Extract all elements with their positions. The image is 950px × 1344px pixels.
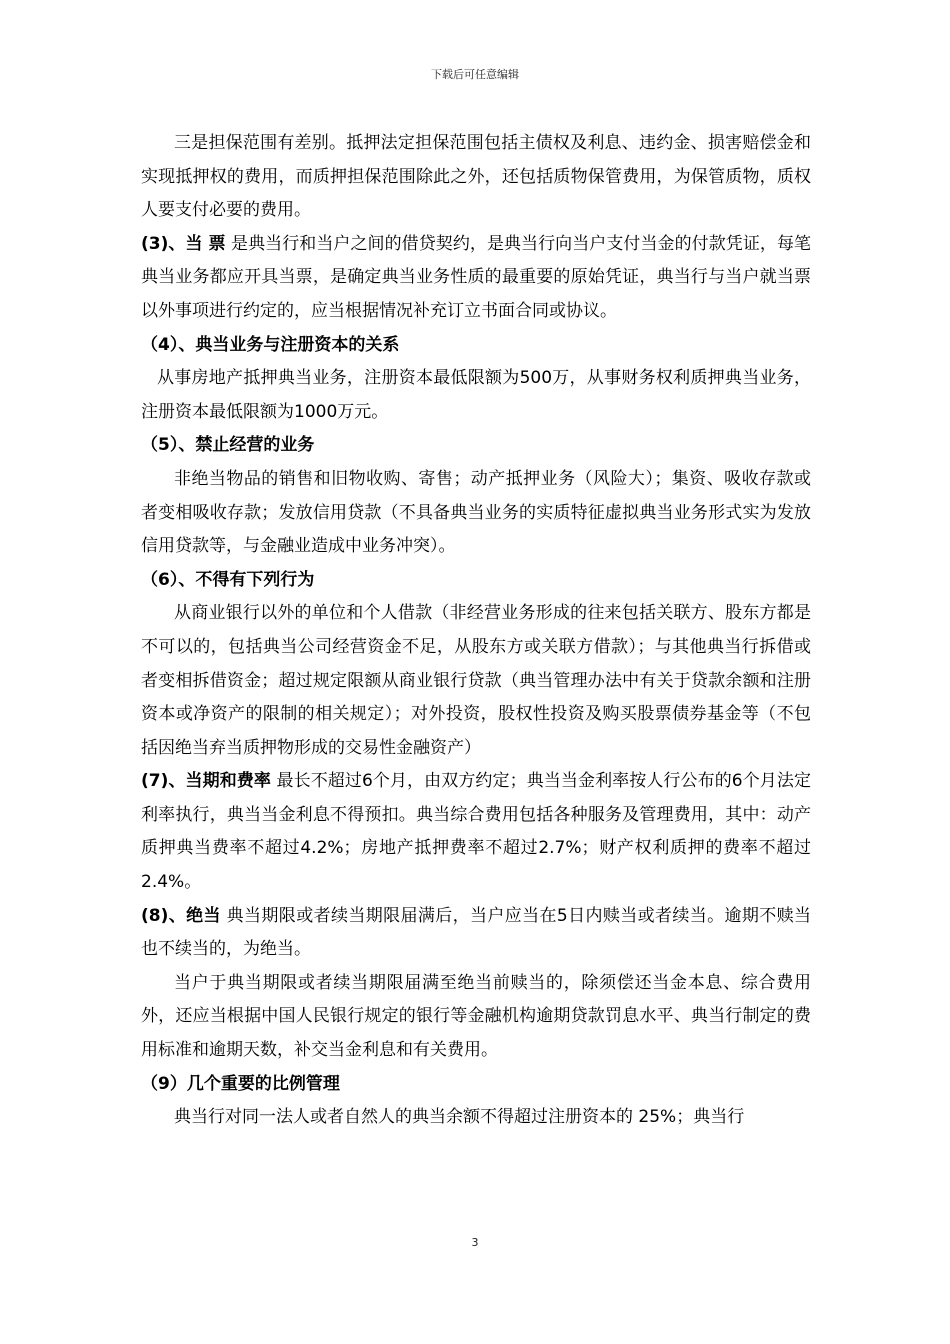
heading-prohibited-business: （5）、禁止经营的业务 xyxy=(141,435,315,456)
pawn-ticket-label: (3)、当 票 xyxy=(141,233,226,254)
paragraph-term-and-rate xyxy=(141,765,811,899)
paragraph-ratio-management: 典当行对同一法人或者自然人的典当余额不得超过注册资本的 25%；典当行 xyxy=(174,1107,745,1128)
paragraph-registered-capital: 从事房地产抵押典当业务，注册资本最低限额为500万，从事财务权利质押典当业务，注册资本最低限额为1000万元。 xyxy=(141,368,811,422)
forfeiture-text: 典当期限或者续当期限届满后，当户应当在5日内赎当或者续当。逾期不赎当也不续当的，为绝当。 xyxy=(141,905,811,960)
paragraph-prohibited-acts: 从商业银行以外的单位和个人借款（非经营业务形成的往来包括关联方、股东方都是不可以的，包括典当公司经营资金不足，从股东方或关联方借款）；与其他典当行拆借或者变相拆借资金；超过规定限额从商业银行贷款（典当管理办法中有关于贷款余额和注册资本或净资产的限制的相关规定）；对外投资，股权性投资及购买股票债券基金等（不包括因绝当弃当质押物形成的交易性金融资产） xyxy=(141,603,811,758)
heading-prohibited-acts: （6）、不得有下列行为 xyxy=(141,569,315,590)
paragraph-prohibited-business: 非绝当物品的销售和旧物收购、寄售；动产抵押业务（风险大）；集资、吸收存款或者变相吸收存款；发放信用贷款（不具备典当业务的实质特征虚拟典当业务形式实为发放信用贷款等，与金融业造成中业务冲突）。 xyxy=(141,468,811,557)
page-header: 下载后可任意编辑 xyxy=(431,68,519,81)
document-body xyxy=(141,127,811,1135)
forfeiture-label: (8)、绝当 xyxy=(141,905,221,926)
heading-ratio-management: （9）几个重要的比例管理 xyxy=(141,1073,340,1094)
paragraph-redemption: 当户于典当期限或者续当期限届满至绝当前赎当的，除须偿还当金本息、综合费用外，还应当根据中国人民银行规定的银行等金融机构逾期贷款罚息水平、典当行制定的费用标准和逾期天数，补交当金利息和有关费用。 xyxy=(141,972,811,1061)
pawn-ticket-text: 是典当行和当户之间的借贷契约，是典当行向当户支付当金的付款凭证，每笔典当业务都应开具当票，是确定典当业务性质的最重要的原始凭证，典当行与当户就当票以外事项进行约定的，应当根据情况补充订立书面合同或协议。 xyxy=(141,233,811,321)
paragraph-guarantee-scope: 三是担保范围有差别。抵押法定担保范围包括主债权及利息、违约金、损害赔偿金和实现抵押权的费用，而质押担保范围除此之外，还包括质物保管费用，为保管质物，质权人要支付必要的费用。 xyxy=(141,133,811,221)
paragraph-forfeiture xyxy=(141,900,811,967)
term-and-rate-text: 最长不超过6个月，由双方约定；典当当金利率按人行公布的6个月法定利率执行，典当当金利息不得预扣。典当综合费用包括各种服务及管理费用，其中：动产质押典当费率不超过4.2%；房地产抵押费率不超过2.7%；财产权利质押的费率不超过2.4%。 xyxy=(141,771,811,893)
paragraph-pawn-ticket xyxy=(141,228,811,329)
page-number: 3 xyxy=(471,1236,479,1249)
term-and-rate-label: (7)、当期和费率 xyxy=(141,771,272,792)
heading-registered-capital: （4）、典当业务与注册资本的关系 xyxy=(141,334,400,355)
